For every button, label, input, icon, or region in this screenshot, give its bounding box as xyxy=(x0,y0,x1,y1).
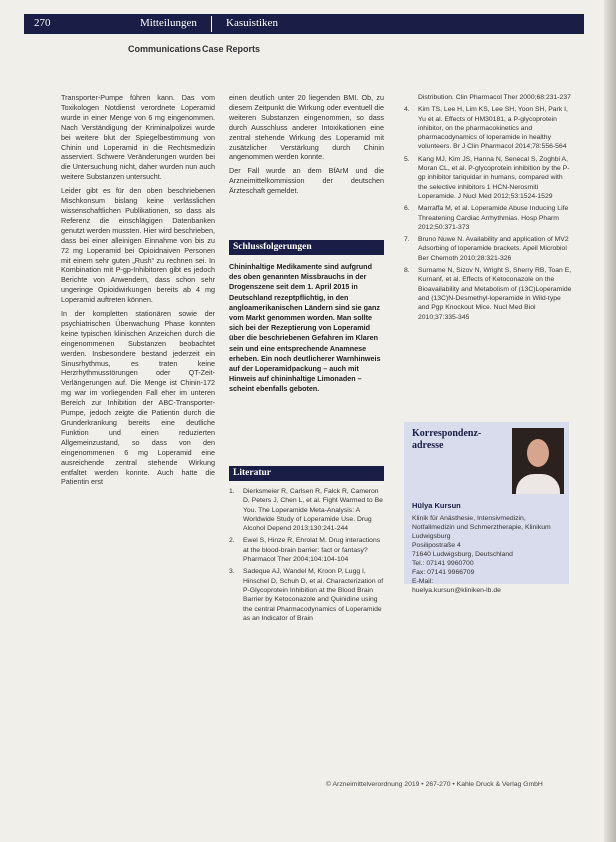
reference-item: Distribution. Clin Pharmacol Ther 2000;68:231-237 xyxy=(418,94,571,101)
column-1 xyxy=(61,93,215,491)
conclusion-heading xyxy=(229,240,384,255)
address-line: Posilipostraße 4 xyxy=(412,542,461,549)
conclusion-heading-text: Schlussfolgerungen xyxy=(233,242,312,252)
paragraph: In der kompletten stationären sowie der psychiatrischen Überwachung Phase konnten keine typischen klinischen Anzeichen durch die eingenommenen Substanzen beobachtet werden. Insbesondere bestand jederzeit ein Sinusrhythmus, es traten keine Herzrhythmusstörungen oder QT-Zeit-Verlängerungen auf. Die Menge ist Chinin-172 mg war im vorliegenden Fall eher im unteren Bereich zur Inhibition der ABC-Transporter-Pumpe, jedoch zeigte die Patientin durch die Grunderkrankung bereits eine deutliche Funktion und einen reduzierten Allgemeinzustand, so dass von den eingenommenen 6 mg Loperamid eine ausreichende zentral stehende Wirkung entfaltet werden konnte. Auch hatte die Patientin erst xyxy=(61,309,215,487)
email-label: E-Mail: xyxy=(412,578,434,585)
page-edge-shadow xyxy=(604,0,616,842)
author-shirt xyxy=(516,474,560,494)
footer-copyright: © Arzneimittelverordnung 2019 • 267-270 • Kahle Druck & Verlag GmbH xyxy=(326,781,543,788)
literature-heading xyxy=(229,466,384,481)
correspondence-title: Korrespondenz-adresse xyxy=(412,428,482,451)
reference-item: 2. Ewel S, Hinze R, Ehrolat M. Drug interactions at the blood-brain barrier: fact or fantasy? Pharmacol Ther 2004;104:104-104 xyxy=(229,537,381,564)
author-face xyxy=(527,439,549,467)
paragraph: Transporter-Pumpe führen kann. Das vom Toxikologen Notdienst verordnete Loperamid wurde in einer Menge von 6 mg eingenommen. Nach Verständigung der Kriminalpolizei wurde bei weitere blut der Spiegelbestimmung von Chinin und Loperamid in die Rechtsmedizin asserviert. Schwere Veränderungen wurden bei die Untersuchung nicht, daher wurden nun auch weitere Substanzen untersucht. xyxy=(61,93,215,182)
column-2 xyxy=(229,93,384,200)
reference-item: 1. Dierksmeier R, Carlsen R, Falck R, Cameron D, Peters J, Chen L, et al. Fight Warmed to Be You. The Loperamide Meta-Analysis: A Worldwide Study of Loperamide Use. Drug Alcohol Depend 2013;130:241-244 xyxy=(229,488,383,533)
literature-heading-text: Literatur xyxy=(233,468,271,478)
reference-item: 7. Bruno Nuwe N. Availability and application of MV2 Adsorbing of loperamide brackets. Apeil Microbiol Ber Chemoth 2010;28:321-326 xyxy=(404,236,569,262)
page-number: 270 xyxy=(34,17,51,29)
author-photo xyxy=(512,428,564,494)
correspondence-address xyxy=(412,514,564,595)
address-line: 71640 Ludwigsburg, Deutschland xyxy=(412,551,513,558)
section-subtitle: Kasuistiken xyxy=(226,17,278,29)
address-line: Klinik für Anästhesie, Intensivmedizin, Notfallmedizin und Schmerztherapie, Klinikum Ludwigsburg xyxy=(412,515,551,540)
reference-item: 8. Surname N, Sizov N, Wright S, Sherry RB, Toan E, Kurnanf, et al. Effects of Ketoconazole on the Bioavailability and Metabolism of (13C)Loperamide and (13C)N-Desmethyl-loperamide in Wild-type and Pgp Knockout Mice. Nucl Med Biol 2010;37:335-345 xyxy=(404,267,572,321)
paragraph: Der Fall wurde an dem BfArM und die Arzneimittelkommission der deutschen Ärzteschaft gemeldet. xyxy=(229,166,384,196)
conclusion-text: Chininhaltige Medikamente sind aufgrund des oben genannten Missbrauchs in der Drogenszene seit dem 1. April 2015 in Deutschland rezeptpflichtig, in den angloamerikanischen Ländern sind sie ganz vom Markt genommen worden. Man sollte sich bei der Rezeptierung von Loperamid über die beschriebenen Gefahren im Klaren sein und eine entsprechende Anamnese erheben. Ein noch deutlicherer Warnhinweis auf der Loperamidpackung – auch mit Hinweis auf chininhaltige Limonaden – scheint ebenfalls geboten. xyxy=(229,262,381,394)
section-title: Mitteilungen xyxy=(140,17,197,29)
author-name: Hülya Kursun xyxy=(412,501,461,510)
correspondence-box xyxy=(404,422,569,594)
paragraph: Leider gibt es für den oben beschriebenen Mischkonsum bislang keine verlässlichen wissenschaftlichen Publikationen, so dass als Referenz die einschlägigen Datenbanken genutzt werden mussten. Hier wird beschrieben, dass bei einer alleinigen Einnahme von bis zu 72 mg Loperamid bei Opioidnaiven Personen mit einem sehr guten „Rush“ zu rechnen sei. In Kombination mit P-gp-Inhibitoren gibt es jedoch Berichte von Anwendern, dass schon sehr ungeringe Opioidwirkungen bereits ab 4 mg Loperamid auftreten können. xyxy=(61,186,215,305)
references-col-2 xyxy=(229,487,384,626)
reference-item: 3. Sadeque AJ, Wandel M, Kroon P, Lugg I, Hinschel D, Schuh D, et al. Characterization of P-Glycoprotein Inhibition at the Blood Brain Barrier by Ketoconazole and Quinidine using the central Pharmacodynamics of Loperamide as an Indicator of Brain xyxy=(229,568,384,622)
paragraph: einen deutlich unter 20 liegenden BMI. Ob, zu diesem Zeitpunkt die Wirkung oder eventuell die weiteren Substanzen eingenommen, so dass durch Ausschluss anderer Intoxikationen eine zentral stehende Wirkung des Loperamid mit zusätzlicher Verstärkung durch Chinin angenommen werden konnte. xyxy=(229,93,384,162)
header-bar xyxy=(24,14,584,34)
reference-item: 6. Marraffa M, et al. Loperamide Abuse Inducing Life Threatening Cardiac Arrhythmias. Hosp Pharm 2012;50:371-373 xyxy=(404,205,569,231)
section-subtitle-en: Case Reports xyxy=(202,44,261,54)
header-divider xyxy=(211,16,212,32)
phone: Tel.: 07141 9960700 xyxy=(412,560,474,567)
reference-item: 5. Kang MJ, Kim JS, Hanna N, Senecal S, Zoghbi A, Moran CL, et al. P-glycoprotein inhibition by the P-gp inhibitor tariquidar in humans, compared with the selective inhibitors 1 HCN-Nerosmiti Loperamide. J Nucl Med 2012;53:1524-1529 xyxy=(404,155,570,200)
section-title-en: Communications xyxy=(128,44,202,54)
fax: Fax: 07141 9966709 xyxy=(412,569,475,576)
references-col-3 xyxy=(404,93,572,325)
reference-item: 4. Kim TS, Lee H, Lim KS, Lee SH, Yoon SH, Park I, Yu et al. Effects of HM30181, a P-glycoprotein inhibitor, on the pharmacokinetics and pharmacodynamics of loperamide in healthy volunteers. Br J Clin Pharmacol 2014;78:556-564 xyxy=(404,106,568,151)
email-link[interactable]: huelya.kursun@kliniken-lb.de xyxy=(412,587,501,594)
